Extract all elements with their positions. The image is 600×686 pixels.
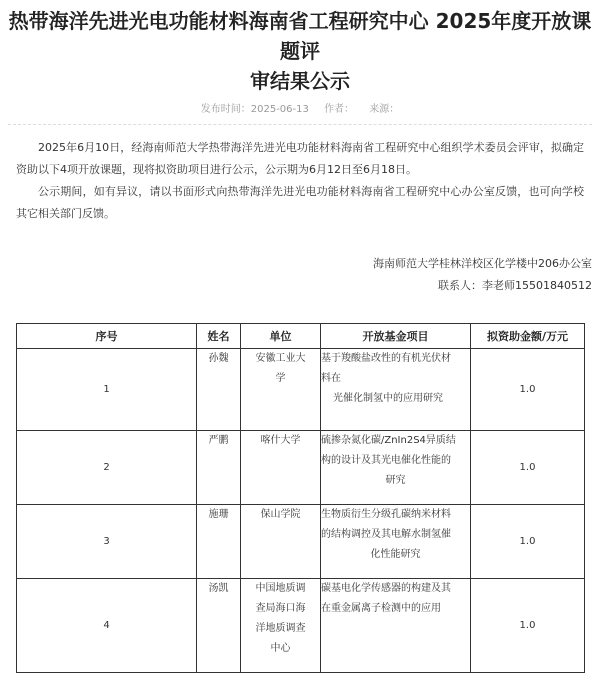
body-paragraph-1: 2025年6月10日，经海南师范大学热带海洋先进光电功能材料海南省工程研究中心组织学术委员会评审，拟确定资助以下4项开放课题，现将拟资助项目进行公示，公示期为6月12日至6月18日。: [16, 141, 584, 176]
project-line: 硫掺杂氮化碳/ZnIn2S4异质结: [321, 435, 456, 446]
project-line: 光催化制氢中的应用研究: [333, 393, 443, 404]
contact-person: 联系人：李老师15501840512: [438, 279, 592, 292]
header-name: 姓名: [197, 324, 241, 349]
header-project: 开放基金项目: [321, 324, 471, 349]
project-line: 基于羧酸盐改性的有机光伏材: [321, 353, 451, 364]
header-index: 序号: [17, 324, 197, 349]
row-name: 严鹏: [197, 431, 241, 505]
table-row: [17, 505, 585, 579]
title-line-2: 审结果公示: [250, 69, 350, 93]
body-paragraph-2: 公示期间，如有异议，请以书面形式向热带海洋先进光电功能材料海南省工程研究中心办公室反馈，也可向学校其它相关部门反馈。: [16, 185, 584, 220]
row-project: [321, 579, 471, 673]
publish-label: 发布时间：: [200, 104, 251, 115]
author-label: 作者：: [324, 104, 355, 115]
results-table: [16, 323, 585, 673]
project-line: 构的设计及其光电催化性能的: [321, 455, 451, 466]
row-amount: 1.0: [471, 579, 585, 673]
source-label: 来源：: [369, 104, 400, 115]
org-line: 洋地质调查: [255, 623, 306, 634]
row-index: 3: [17, 505, 197, 579]
project-line: 碳基电化学传感器的构建及其: [321, 583, 451, 594]
table-row: [17, 431, 585, 505]
project-line: 化性能研究: [370, 549, 421, 560]
org-line: 保山学院: [260, 509, 301, 520]
project-line: 在重金属离子检测中的应用: [321, 603, 441, 614]
row-name: 汤凯: [197, 579, 241, 673]
org-line: 中心: [270, 643, 291, 654]
row-index: 2: [17, 431, 197, 505]
table-row: [17, 579, 585, 673]
row-org: [241, 505, 321, 579]
row-name: 孙魏: [197, 349, 241, 431]
row-amount: 1.0: [471, 505, 585, 579]
row-amount: 1.0: [471, 349, 585, 431]
row-name: 施珊: [197, 505, 241, 579]
row-project: [321, 349, 471, 431]
row-index: 1: [17, 349, 197, 431]
article-meta: [0, 102, 600, 118]
project-line: 料在: [321, 373, 341, 384]
row-org: [241, 349, 321, 431]
header-org: 单位: [241, 324, 321, 349]
project-line: 研究: [385, 475, 406, 486]
table-row: [17, 349, 585, 431]
row-index: 4: [17, 579, 197, 673]
row-amount: 1.0: [471, 431, 585, 505]
header-amount: 拟资助金额/万元: [471, 324, 585, 349]
article-title: [0, 0, 600, 96]
row-project: [321, 431, 471, 505]
title-divider: [8, 124, 592, 125]
org-line: 中国地质调: [255, 583, 306, 594]
row-org: [241, 579, 321, 673]
publish-info: [201, 104, 309, 115]
org-line: 喀什大学: [260, 435, 301, 446]
row-org: [241, 431, 321, 505]
title-line-1: 热带海洋先进光电功能材料海南省工程研究中心 2025年度开放课题评: [8, 9, 592, 63]
org-line: 安徽工业大: [255, 353, 306, 364]
table-header-row: [17, 324, 585, 349]
publish-date: 2025-06-13: [250, 104, 309, 115]
row-project: [321, 505, 471, 579]
project-line: 生物质衍生分级孔碳纳米材料: [321, 509, 451, 520]
org-line: 学: [275, 373, 286, 384]
office-address: 海南师范大学桂林洋校区化学楼中206办公室: [373, 257, 592, 270]
project-line: 的结构调控及其电解水制氢催: [321, 529, 451, 540]
org-line: 查局海口海: [255, 603, 306, 614]
